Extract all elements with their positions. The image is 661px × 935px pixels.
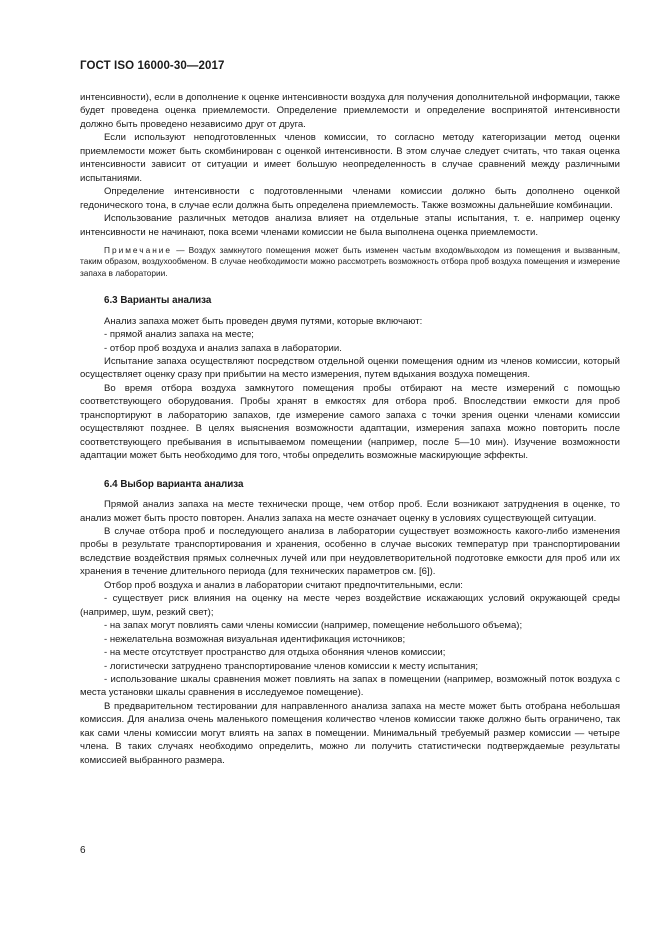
page-number: 6 (80, 845, 86, 856)
list-item: - использование шкалы сравнения может повлиять на запах в помещении (например, возможный поток воздуха с места установки шкалы сравнения в исследуемое помещение). (80, 673, 620, 699)
list-item: - на запах могут повлиять сами члены комиссии (например, помещение небольшого объема); (104, 620, 523, 632)
paragraph: Определение интенсивности с подготовленными членами комиссии должно быть дополнено оценкой гедонического тона, в случае если должна быть определена приемлемость. Также возможны дальнейшие комбинации. (80, 186, 620, 211)
section-heading-6-4: 6.4 Выбор варианта анализа (104, 478, 244, 490)
list-item: - существует риск влияния на оценку на месте через воздействие искажающих условий окружающей среды (например, шум, резкий свет); (80, 593, 620, 618)
paragraph: Прямой анализ запаха на месте технически проще, чем отбор проб. Если возникают затруднения в оценке, то анализ может быть просто повторен. Анализ запаха на месте означает оценку в условиях существующей ситуации. (80, 499, 620, 524)
paragraph: Использование различных методов анализа влияет на отдельные этапы испытания, т. е. например оценку интенсивности не начинают, пока всеми членами комиссии не была выполнена оценка приемлемости. (80, 213, 620, 238)
list-item: - отбор проб воздуха и анализ запаха в лаборатории. (104, 342, 342, 354)
paragraph: Испытание запаха осуществляют посредством отдельной оценки помещения одним из членов комиссии, который осуществляет оценку сразу при прибытии на место измерения, путем вдыхания воздуха помещения. (80, 356, 620, 381)
list-item: - нежелательна возможная визуальная идентификация источников; (104, 633, 406, 645)
document-header: ГОСТ ISO 16000-30—2017 (80, 60, 225, 72)
paragraph: Отбор проб воздуха и анализ в лаборатории считают предпочтительными, если: (104, 579, 463, 591)
note-label: Примечание (104, 244, 173, 255)
body-text (80, 91, 620, 767)
paragraph: интенсивности), если в дополнение к оценке интенсивности воздуха для получения дополнительной информации, также будет проведена оценка приемлемости. Определение приемлемости и определение воспринятой интенсивности должно быть проведено независимо друг от друга. (80, 92, 620, 130)
list-item: - прямой анализ запаха на месте; (104, 329, 254, 341)
section-heading-6-3: 6.3 Варианты анализа (104, 295, 212, 307)
note-text: — Воздух замкнутого помещения может быть изменен частым входом/выходом из помещения и вызванным, таким образом, воздухообменом. В случае необходимости можно рассмотреть возможность отбора проб воздуха помещения и измерение запаха в лаборатории. (80, 244, 620, 278)
paragraph: Анализ запаха может быть проведен двумя путями, которые включают: (104, 315, 423, 327)
note (80, 245, 620, 279)
paragraph: Если используют неподготовленных членов комиссии, то согласно методу категоризации метод оценки приемлемости может быть скомбинирован с оценкой интенсивности. В этом случае следует считать, что такая оценка интенсивности зависит от ситуации и имеет большую неопределенность в случае сравнений между различными испытаниями. (80, 132, 620, 184)
list-item: - логистически затруднено транспортирование членов комиссии к месту испытания; (104, 660, 479, 672)
list-item: - на месте отсутствует пространство для отдыха обоняния членов комиссии; (104, 647, 446, 659)
paragraph: В случае отбора проб и последующего анализа в лаборатории существует возможность какого-либо изменения пробы в результате транспортирования и хранения, особенно в случае высоких температур при транспортировании вследствие воздействия прямых солнечных лучей или при неудовлетворительной подготовке емкости для проб или их хранения в течение длительного периода (для технических параметров см. [6]). (80, 526, 620, 578)
paragraph: В предварительном тестировании для направленного анализа запаха на месте может быть отобрана небольшая комиссия. Для анализа очень маленького помещения количество членов комиссии также должно быть ограничено, так как сами члены комиссии могут влиять на запах в помещении. Минимальный требуемый размер комиссии — четыре члена. В таких случаях необходимо определить, можно ли получить статистически подтверждаемые результаты комиссией выбранного размера. (80, 700, 620, 766)
paragraph: Во время отбора воздуха замкнутого помещения пробы отбирают на месте измерений с помощью соответствующего оборудования. Пробы хранят в емкостях для отбора проб. Впоследствии емкости для проб транспортируют в лабораторию запахов, где измерение самого запаха с точки зрения оценки членами комиссии осуществляют позднее. В целях выяснения возможности адаптации, измерения запаха можно повторить после соответствующего пребывания в испытываемом помещении (например, после 5—10 мин). Изучение возможности адаптации может быть необходимо для того, чтобы определить возможные маскирующие эффекты. (80, 382, 620, 462)
